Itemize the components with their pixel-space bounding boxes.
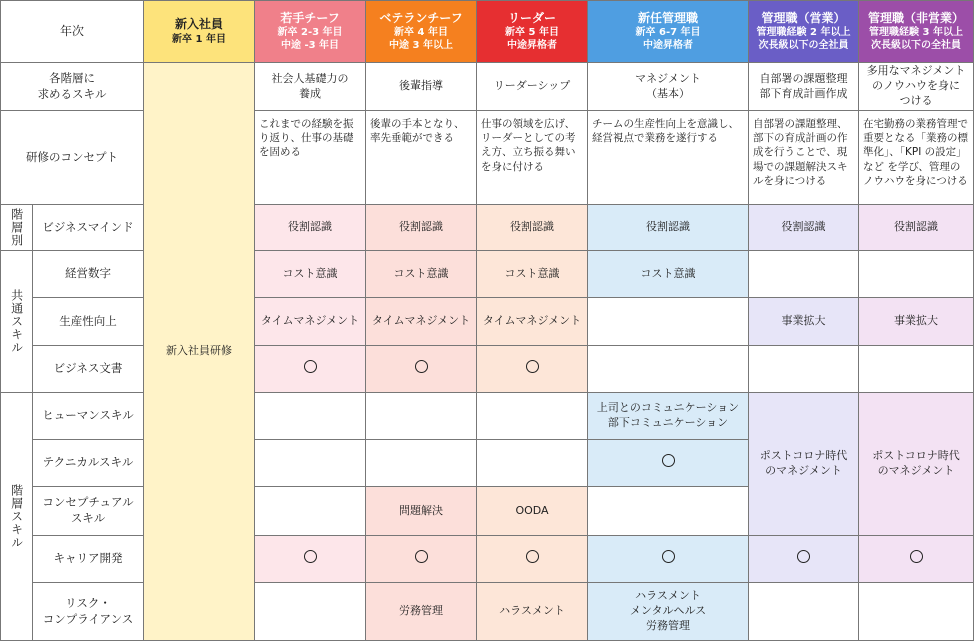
header-mgr-nonsales-sub2: 次長級以下の全社員 bbox=[871, 40, 962, 52]
cell-business-docs-veteran bbox=[366, 346, 477, 393]
row-label-mgmt-numbers: 経営数字 bbox=[33, 251, 144, 298]
skill-newmgr-line2: （基本） bbox=[646, 86, 691, 100]
header-young-sub2: 中途 -3 年目 bbox=[280, 40, 340, 52]
cell-human-skill-mgr-nonsales bbox=[859, 393, 974, 536]
skill-newmgr bbox=[588, 63, 749, 111]
cell-post-corona-nonsales-line2: のマネジメント bbox=[877, 464, 955, 477]
header-mgr-nonsales-title: 管理職（非営業） bbox=[868, 10, 965, 25]
row-label-human-skill: ヒューマンスキル bbox=[33, 393, 144, 440]
skill-mgr-nonsales-line3: つける bbox=[899, 93, 933, 107]
cell-career-leader bbox=[477, 536, 588, 583]
cell-risk-newmgr-line3: 労務管理 bbox=[646, 618, 691, 632]
cell-productivity-newmgr bbox=[588, 298, 749, 346]
cell-conceptual-newmgr bbox=[588, 487, 749, 536]
circle-mark-icon bbox=[662, 454, 675, 467]
concept-mgr-nonsales: 在宅勤務の業務管理で重要となる「業務の標準化」、「KPI の設定」など を学び、管理のノウハウを身につける bbox=[859, 111, 974, 205]
skill-mgr-sales-line2: 部下育成計画作成 bbox=[759, 86, 848, 100]
header-mgr-sales-sub2: 次長級以下の全社員 bbox=[758, 40, 849, 52]
skill-mgr-nonsales-line1: 多用なマネジメント bbox=[866, 64, 966, 78]
cell-human-skill-newmgr bbox=[588, 393, 749, 440]
header-newmgr-sub1: 新卒 6-7 年目 bbox=[635, 27, 701, 39]
cell-risk-newmgr bbox=[588, 583, 749, 641]
row-label-productivity: 生産性向上 bbox=[33, 298, 144, 346]
cell-career-veteran bbox=[366, 536, 477, 583]
cell-business-docs-mgr-sales bbox=[749, 346, 859, 393]
cell-mgmt-numbers-mgr-sales bbox=[749, 251, 859, 298]
row-label-business-docs: ビジネス文書 bbox=[33, 346, 144, 393]
header-mgr-sales bbox=[749, 1, 859, 63]
cell-mgmt-numbers-newmgr: コスト意識 bbox=[588, 251, 749, 298]
cell-career-mgr-nonsales bbox=[859, 536, 974, 583]
cell-human-skill-veteran bbox=[366, 393, 477, 440]
row-label-required-skills bbox=[1, 63, 144, 111]
header-newhire-sub: 新卒 1 年目 bbox=[172, 33, 226, 45]
cell-human-skill-newmgr-line1: 上司とのコミュニケーション bbox=[596, 401, 740, 415]
cell-business-mind-leader: 役割認識 bbox=[477, 205, 588, 251]
cell-productivity-young: タイムマネジメント bbox=[255, 298, 366, 346]
header-young-title: 若手チーフ bbox=[280, 10, 340, 25]
header-leader-sub2: 中途昇格者 bbox=[507, 40, 558, 52]
row-label-conceptual-line2: スキル bbox=[70, 511, 106, 525]
header-young bbox=[255, 1, 366, 63]
newhire-training-cell: 新入社員研修 bbox=[144, 63, 255, 641]
cell-risk-newmgr-line1: ハラスメント bbox=[635, 589, 701, 603]
cell-risk-mgr-sales bbox=[749, 583, 859, 641]
cell-mgmt-numbers-young: コスト意識 bbox=[255, 251, 366, 298]
header-leader bbox=[477, 1, 588, 63]
cell-technical-leader bbox=[477, 440, 588, 487]
skill-young bbox=[255, 63, 366, 111]
header-newmgr bbox=[588, 1, 749, 63]
concept-young: これまでの経験を振り返り、仕事の基礎を固める bbox=[255, 111, 366, 205]
concept-newmgr: チームの生産性向上を意識し、経営視点で業務を遂行する bbox=[588, 111, 749, 205]
cell-post-corona-nonsales-line1: ポストコロナ時代 bbox=[872, 449, 960, 463]
circle-mark-icon bbox=[662, 550, 675, 563]
cell-mgmt-numbers-leader: コスト意識 bbox=[477, 251, 588, 298]
header-mgr-sales-title: 管理職（営業） bbox=[761, 10, 846, 25]
circle-mark-icon bbox=[304, 360, 317, 373]
circle-mark-icon bbox=[910, 550, 923, 563]
cell-productivity-mgr-sales: 事業拡大 bbox=[749, 298, 859, 346]
concept-leader: 仕事の領域を広げ、リーダーとしての考え方、立ち振る舞いを身に付ける bbox=[477, 111, 588, 205]
cell-mgmt-numbers-mgr-nonsales bbox=[859, 251, 974, 298]
skill-young-line2: 養成 bbox=[299, 86, 322, 100]
cell-business-docs-newmgr bbox=[588, 346, 749, 393]
header-newhire bbox=[144, 1, 255, 63]
header-newhire-title: 新入社員 bbox=[175, 17, 224, 32]
circle-mark-icon bbox=[415, 550, 428, 563]
row-label-conceptual-line1: コンセプチュアル bbox=[42, 495, 134, 510]
cell-technical-newmgr bbox=[588, 440, 749, 487]
cell-risk-veteran: 労務管理 bbox=[366, 583, 477, 641]
header-mgr-nonsales bbox=[859, 1, 974, 63]
cell-business-docs-leader bbox=[477, 346, 588, 393]
skill-newmgr-line1: マネジメント bbox=[635, 71, 701, 85]
cell-post-corona-sales-line2: のマネジメント bbox=[765, 464, 842, 477]
row-label-risk bbox=[33, 583, 144, 641]
cell-business-mind-young: 役割認識 bbox=[255, 205, 366, 251]
group-layer-specific: 階層別 bbox=[1, 205, 33, 251]
header-veteran-sub2: 中途 3 年以上 bbox=[389, 40, 453, 52]
concept-veteran: 後輩の手本となり、率先垂範ができる bbox=[366, 111, 477, 205]
group-common: 共通スキル bbox=[1, 251, 33, 393]
row-label-required-skills-line2: 求めるスキル bbox=[37, 86, 107, 101]
cell-mgmt-numbers-veteran: コスト意識 bbox=[366, 251, 477, 298]
cell-risk-mgr-nonsales bbox=[859, 583, 974, 641]
cell-business-docs-young bbox=[255, 346, 366, 393]
cell-risk-young bbox=[255, 583, 366, 641]
header-veteran-title: ベテランチーフ bbox=[379, 10, 463, 25]
circle-mark-icon bbox=[304, 550, 317, 563]
cell-human-skill-newmgr-line2: 部下コミュニケーション bbox=[607, 416, 729, 429]
row-label-business-mind: ビジネスマインド bbox=[33, 205, 144, 251]
cell-human-skill-leader bbox=[477, 393, 588, 440]
cell-career-young bbox=[255, 536, 366, 583]
header-newmgr-title: 新任管理職 bbox=[638, 10, 699, 25]
cell-business-mind-mgr-nonsales: 役割認識 bbox=[859, 205, 974, 251]
cell-conceptual-leader: OODA bbox=[477, 487, 588, 536]
circle-mark-icon bbox=[526, 550, 539, 563]
circle-mark-icon bbox=[797, 550, 810, 563]
row-label-technical: テクニカルスキル bbox=[33, 440, 144, 487]
row-label-conceptual bbox=[33, 487, 144, 536]
skill-mgr-nonsales bbox=[859, 63, 974, 111]
row-label-concept: 研修のコンセプト bbox=[1, 111, 144, 205]
header-mgr-nonsales-sub1: 管理職経験 3 年以上 bbox=[869, 27, 963, 39]
header-veteran bbox=[366, 1, 477, 63]
cell-productivity-leader: タイムマネジメント bbox=[477, 298, 588, 346]
concept-mgr-sales: 自部署の課題整理、部下の育成計画の作成を行うことで、現場での課題解決スキルを身につける bbox=[749, 111, 859, 205]
header-corner: 年次 bbox=[1, 1, 144, 63]
cell-career-newmgr bbox=[588, 536, 749, 583]
cell-risk-leader: ハラスメント bbox=[477, 583, 588, 641]
skill-mgr-nonsales-line2: のノウハウを身に bbox=[872, 79, 961, 93]
cell-conceptual-young bbox=[255, 487, 366, 536]
row-label-career: キャリア開発 bbox=[33, 536, 144, 583]
cell-human-skill-mgr-sales bbox=[749, 393, 859, 536]
cell-risk-newmgr-line2: メンタルヘルス bbox=[629, 604, 707, 618]
cell-human-skill-young bbox=[255, 393, 366, 440]
row-label-risk-line1: リスク・ bbox=[65, 595, 111, 610]
skill-leader: リーダーシップ bbox=[477, 63, 588, 111]
cell-technical-young bbox=[255, 440, 366, 487]
cell-productivity-mgr-nonsales: 事業拡大 bbox=[859, 298, 974, 346]
header-leader-sub1: 新卒 5 年目 bbox=[505, 27, 559, 39]
cell-technical-veteran bbox=[366, 440, 477, 487]
cell-business-mind-newmgr: 役割認識 bbox=[588, 205, 749, 251]
cell-post-corona-sales-line1: ポストコロナ時代 bbox=[759, 449, 848, 463]
circle-mark-icon bbox=[526, 360, 539, 373]
circle-mark-icon bbox=[415, 360, 428, 373]
row-label-required-skills-line1: 各階層に bbox=[49, 70, 95, 85]
skill-mgr-sales bbox=[749, 63, 859, 111]
cell-business-mind-veteran: 役割認識 bbox=[366, 205, 477, 251]
cell-business-mind-mgr-sales: 役割認識 bbox=[749, 205, 859, 251]
group-layer-skill: 階層スキル bbox=[1, 393, 33, 641]
skill-veteran: 後輩指導 bbox=[366, 63, 477, 111]
header-mgr-sales-sub1: 管理職経験 2 年以上 bbox=[756, 27, 851, 39]
cell-conceptual-veteran: 問題解決 bbox=[366, 487, 477, 536]
row-label-risk-line2: コンプライアンス bbox=[42, 611, 134, 626]
cell-business-docs-mgr-nonsales bbox=[859, 346, 974, 393]
header-young-sub1: 新卒 2-3 年目 bbox=[277, 27, 343, 39]
cell-productivity-veteran: タイムマネジメント bbox=[366, 298, 477, 346]
header-veteran-sub1: 新卒 4 年目 bbox=[394, 27, 448, 39]
skill-mgr-sales-line1: 自部署の課題整理 bbox=[759, 71, 848, 85]
skill-young-line1: 社会人基礎力の bbox=[271, 71, 349, 85]
header-newmgr-sub2: 中途昇格者 bbox=[643, 40, 694, 52]
cell-career-mgr-sales bbox=[749, 536, 859, 583]
header-leader-title: リーダー bbox=[508, 10, 557, 25]
